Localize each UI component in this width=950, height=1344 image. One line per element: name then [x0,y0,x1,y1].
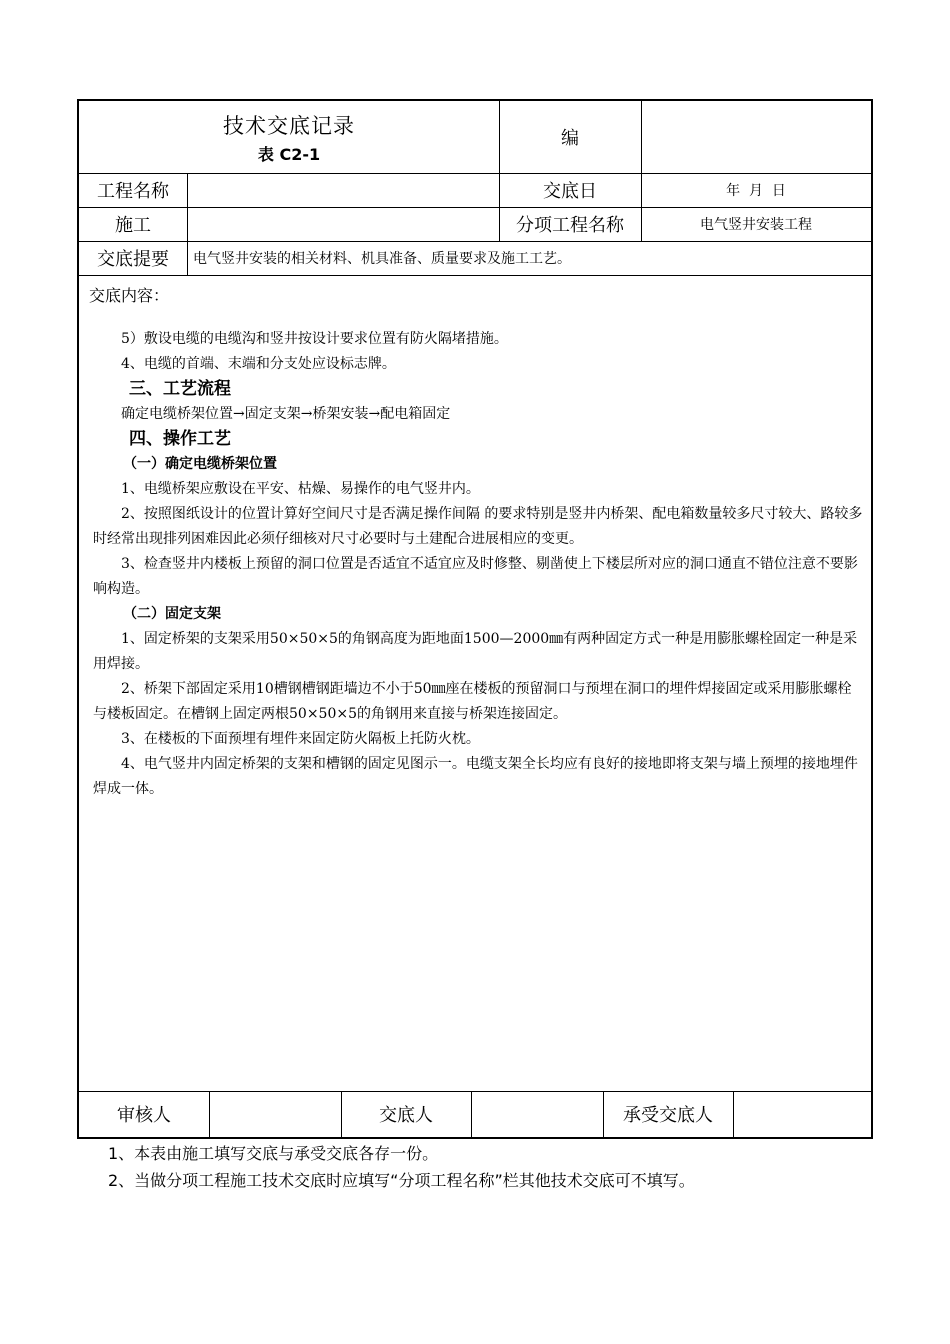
divider [641,101,642,241]
content-paragraph: 1、电缆桥架应敷设在平安、枯燥、易操作的电气竖井内。 [121,481,480,497]
disclosure-form [77,99,873,1139]
divider [187,173,188,275]
summary-label: 交底提要 [97,249,169,270]
content-heading: 交底内容： [89,286,170,305]
section-heading: 四、操作工艺 [129,429,231,449]
content-body [93,327,863,802]
content-paragraph: 确定电缆桥架位置→固定支架→桥架安装→配电箱固定 [121,406,451,422]
serial-field[interactable] [641,101,871,173]
content-paragraph: 4、电气竖井内固定桥架的支架和槽钢的固定见图示一。电缆支架全长均应有良好的接地即将支架与墙上预埋的接地埋件焊成一体。 [93,756,858,797]
subproject-field[interactable]: 电气竖井安装工程 [700,217,812,233]
footnote: 2、当做分项工程施工技术交底时应填写“分项工程名称”栏其他技术交底可不填写。 [108,1171,695,1190]
contractor-label: 施工 [115,215,151,236]
project-name-label: 工程名称 [97,181,169,202]
serial-label: 编 [561,128,579,149]
project-name-field[interactable] [187,173,499,207]
section-heading: 三、工艺流程 [129,379,231,399]
divider [79,207,871,208]
divider [79,241,871,242]
contractor-field[interactable] [187,207,499,241]
content-paragraph: 5）敷设电缆的电缆沟和竖井按设计要求位置有防火隔堵措施。 [121,331,508,347]
discloser-label: 交底人 [379,1105,433,1126]
content-paragraph: 3、检查竖井内楼板上预留的洞口位置是否适宜不适宜应及时修整、剔凿使上下楼层所对应的洞口通直不错位注意不要影响构造。 [93,556,858,597]
date-field[interactable]: 年 月 日 [726,183,786,199]
summary-field[interactable]: 电气竖井安装的相关材料、机具准备、质量要求及施工工艺。 [193,251,571,267]
content-paragraph: 2、桥架下部固定采用10槽钢槽钢距墙边不小于50㎜座在楼板的预留洞口与预埋在洞口的埋件焊接固定或采用膨胀螺栓与楼板固定。在槽钢上固定两根50×50×5的角钢用来直接与桥架连接固定。 [93,681,852,722]
divider [499,101,500,241]
content-paragraph: 1、固定桥架的支架采用50×50×5的角钢高度为距地面1500—2000㎜有两种固定方式一种是用膨胀螺栓固定一种是采用焊接。 [93,631,858,672]
discloser-field[interactable] [471,1091,603,1137]
subproject-label: 分项工程名称 [516,215,624,236]
content-paragraph: 2、按照图纸设计的位置计算好空间尺寸是否满足操作间隔 的要求特别是竖井内桥架、配电箱数量较多尺寸较大、路较多时经常出现排列困难因此必须仔细核对尺寸必要时与土建配合进展相应的变更。 [93,506,863,547]
reviewer-field[interactable] [209,1091,341,1137]
date-label: 交底日 [543,181,597,202]
form-title: 技术交底记录 [223,113,355,138]
disclosure-content [79,279,871,1091]
receiver-label: 承受交底人 [623,1105,713,1126]
footnote: 1、本表由施工填写交底与承受交底各存一份。 [108,1144,439,1163]
content-paragraph: 3、在楼板的下面预埋有埋件来固定防火隔板上托防火枕。 [121,731,480,747]
footnotes [108,1140,695,1194]
form-title-cell [79,101,499,173]
form-number: 表 C2-1 [257,144,321,164]
reviewer-label: 审核人 [117,1105,171,1126]
receiver-field[interactable] [733,1091,871,1137]
section-heading: （二）固定支架 [123,606,221,622]
content-paragraph: 4、电缆的首端、末端和分支处应设标志牌。 [121,356,396,372]
section-heading: （一）确定电缆桥架位置 [123,456,277,472]
divider [79,173,871,174]
divider [79,275,871,276]
